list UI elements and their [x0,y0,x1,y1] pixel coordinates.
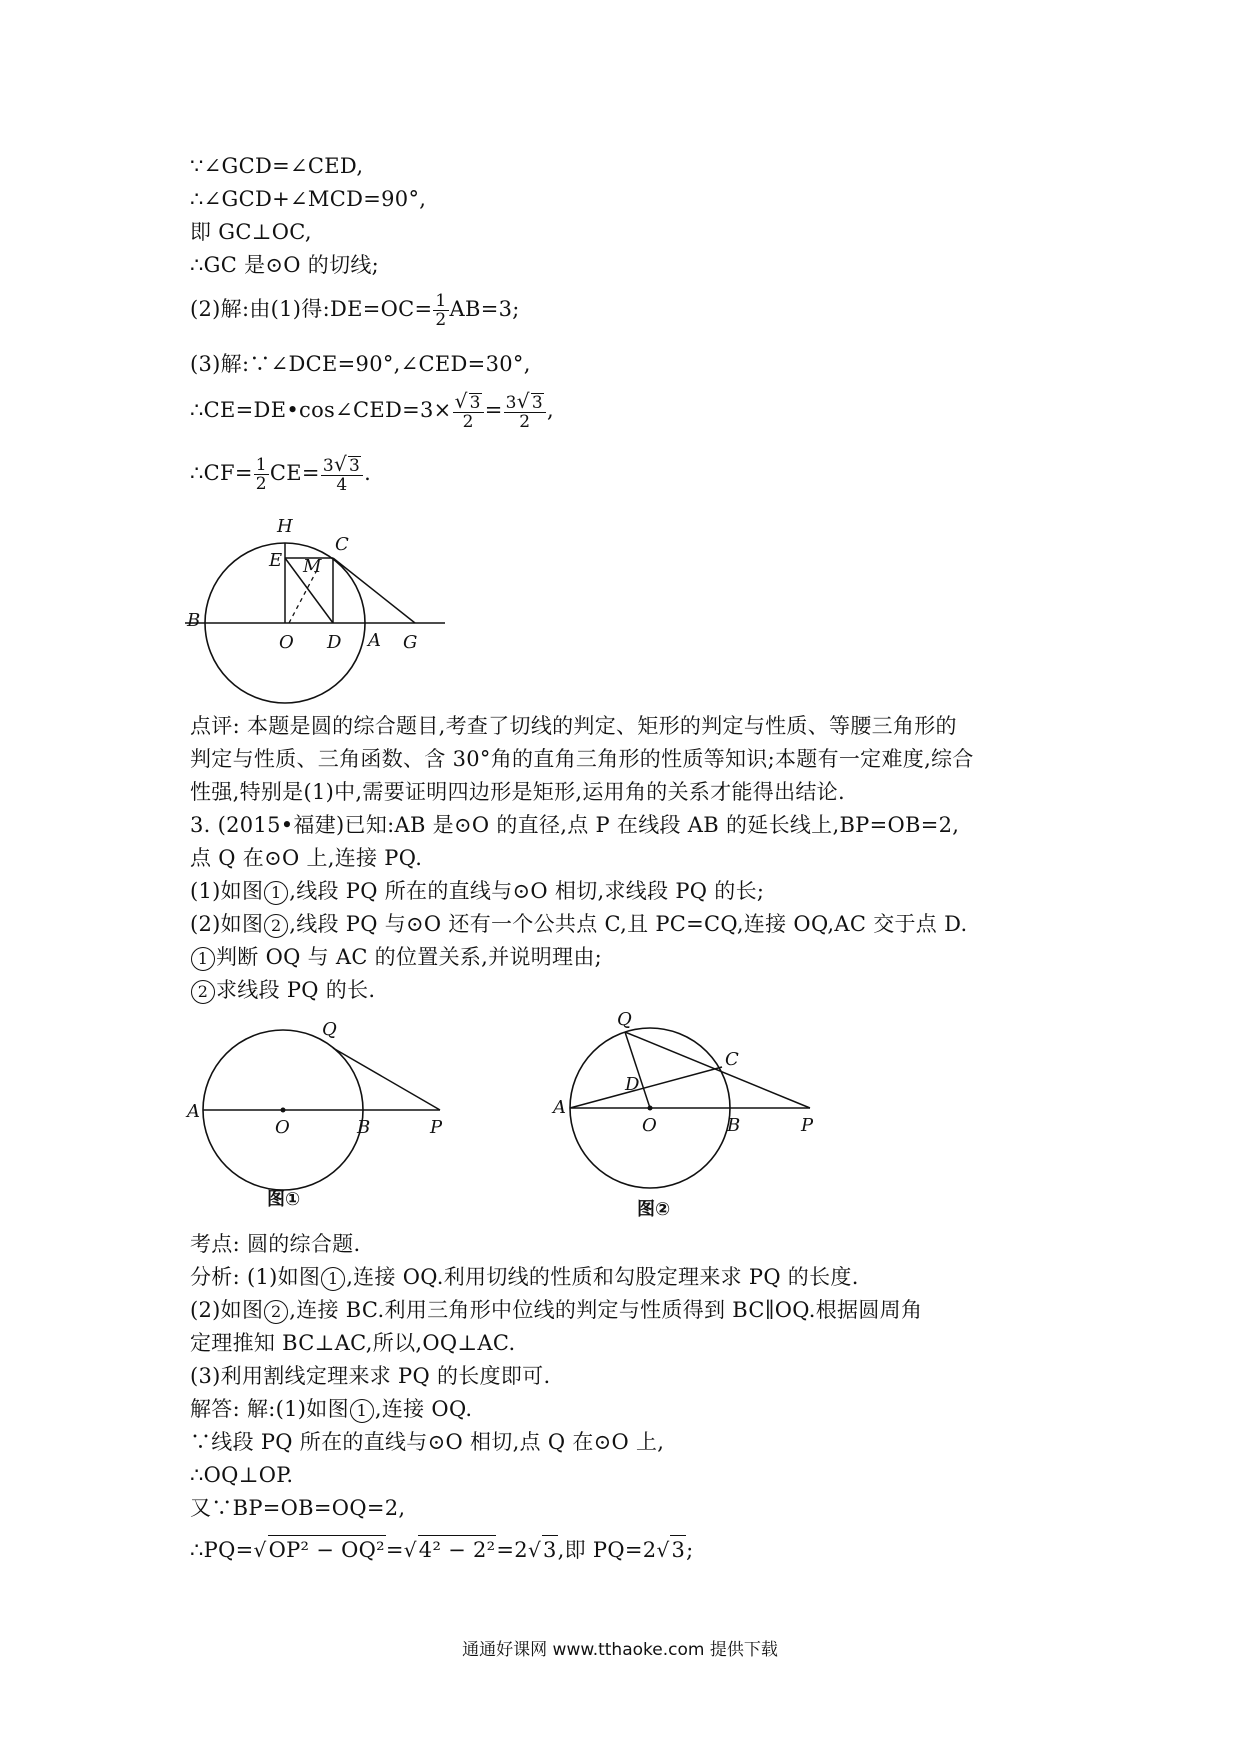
label-q: Q [322,1019,337,1040]
radicand: 3 [670,1535,686,1564]
radical-sign: √ [527,1538,541,1562]
text-fragment: (1)如图 [190,879,264,903]
fraction [504,389,546,432]
frac-num: 1 [435,291,447,311]
text-line [190,1263,859,1291]
text-fragment: 分析: (1)如图 [190,1265,321,1289]
text-line [190,976,375,1004]
segment-qo [625,1032,650,1108]
geometry-figure-3 [545,995,845,1230]
circled-number: 2 [191,980,215,1004]
text-fragment: 判断 OQ 与 AC 的位置关系,并说明理由; [216,945,603,969]
label-b: B [187,610,201,631]
frac-num [453,389,484,413]
label-o: O [642,1115,657,1136]
label-c: C [725,1049,739,1070]
label-o: O [275,1117,290,1138]
circled-number: 1 [264,881,288,905]
text-line: 即 GC⊥OC, [190,220,312,244]
text-fragment: ,连接 OQ. [374,1397,473,1421]
text-fragment: 解答: 解:(1)如图 [190,1397,349,1421]
coefficient: 3 [505,393,517,413]
text-fragment: ,连接 BC.利用三角形中位线的判定与性质得到 BC∥OQ.根据圆周角 [289,1298,923,1322]
circled-number: 2 [264,1300,288,1324]
text-line: 点 Q 在⊙O 上,连接 PQ. [190,846,423,870]
text-line: 考点: 圆的综合题. [190,1232,361,1256]
frac-den: 2 [462,412,474,432]
fraction [254,456,269,493]
label-g: G [403,632,418,653]
text-fragment: ; [686,1538,694,1562]
radical-sign: √ [454,389,468,413]
text-fragment: = [484,398,503,422]
radicand: 3 [349,456,361,476]
text-line [190,877,764,905]
text-line [190,1296,922,1324]
text-fragment: ,即 PQ=2 [557,1538,657,1562]
label-p: P [430,1117,443,1138]
frac-num [321,452,363,476]
label-p: P [801,1115,814,1136]
label-e: E [269,550,283,571]
text-line: (3)解:∵∠DCE=90°,∠CED=30°, [190,352,531,376]
text-line [190,943,602,971]
text-line: ∵线段 PQ 所在的直线与⊙O 相切,点 Q 在⊙O 上, [190,1430,665,1454]
text-fragment: ∴CE=DE•cos∠CED=3× [190,398,452,422]
text-line: ∵∠GCD=∠CED, [190,154,364,178]
label-a: A [553,1097,566,1118]
secant-qp [625,1032,810,1108]
text-line: 又∵BP=OB=OQ=2, [190,1496,406,1520]
text-fragment: AB=3; [449,297,520,321]
frac-den: 2 [255,474,267,494]
page-footer: 通通好课网 www.tthaoke.com 提供下载 [462,1640,778,1660]
text-line: 点评: 本题是圆的综合题目,考查了切线的判定、矩形的判定与性质、等腰三角形的 [190,714,957,738]
label-b: B [357,1117,371,1138]
text-line: 判定与性质、三角函数、含 30°角的直角三角形的性质等知识;本题有一定难度,综合 [190,747,974,771]
radicand: 3 [469,393,481,413]
frac-den: 2 [435,310,447,330]
text-fragment: ,连接 OQ.利用切线的性质和勾股定理来求 PQ 的长度. [346,1265,859,1289]
label-m: M [303,556,322,577]
text-fragment: 求线段 PQ 的长. [216,978,376,1002]
text-line: 定理推知 BC⊥AC,所以,OQ⊥AC. [190,1331,516,1355]
label-b: B [727,1115,741,1136]
radical-sign: √ [656,1538,670,1562]
geometry-figure-1 [185,510,455,710]
text-line [190,1535,694,1564]
text-fragment: ,线段 PQ 所在的直线与⊙O 相切,求线段 PQ 的长; [289,879,765,903]
text-fragment: =2 [496,1538,528,1562]
coefficient: 3 [322,456,334,476]
circled-number: 1 [350,1399,374,1423]
label-a: A [187,1101,200,1122]
text-fragment: ∴PQ= [190,1538,254,1562]
radicand: 3 [531,393,543,413]
radical-sign: √ [516,389,530,413]
radical-sign: √ [403,1538,417,1562]
text-fragment: CE= [269,461,320,485]
text-line: 3. (2015•福建)已知:AB 是⊙O 的直径,点 P 在线段 AB 的延长线上,BP=OB=2, [190,813,960,837]
fraction [453,389,484,432]
text-fragment: . [364,461,372,485]
text-fragment: = [385,1538,404,1562]
frac-num: 1 [255,455,267,475]
radical-sign: √ [333,452,347,476]
text-fragment: ,线段 PQ 与⊙O 还有一个公共点 C,且 PC=CQ,连接 OQ,AC 交于点 D. [289,912,968,936]
text-line: 性强,特别是(1)中,需要证明四边形是矩形,运用角的关系才能得出结论. [190,780,845,804]
text-fragment: (2)如图 [190,912,264,936]
text-line [190,910,967,938]
center-point [281,1108,286,1113]
label-h: H [277,516,293,537]
text-line [190,389,554,432]
figure-caption: 图① [267,1189,301,1210]
radicand: 3 [542,1535,558,1564]
frac-den: 4 [336,475,348,495]
text-line [190,292,520,329]
label-d: D [327,632,342,653]
text-fragment: ∴CF= [190,461,253,485]
segment-ac [570,1067,722,1108]
text-line: ∴OQ⊥OP. [190,1463,294,1487]
figure-caption: 图② [637,1199,671,1220]
fraction [321,452,363,495]
label-c: C [335,534,349,555]
frac-num [504,389,546,413]
text-line: ∴GC 是⊙O 的切线; [190,253,380,277]
radical-sign: √ [253,1538,267,1562]
label-d: D [625,1074,640,1095]
text-fragment: , [546,398,554,422]
text-line [190,1395,472,1423]
circled-number: 1 [321,1267,345,1291]
text-line: (3)利用割线定理来求 PQ 的长度即可. [190,1364,551,1388]
center-point [648,1106,653,1111]
label-a: A [368,630,381,651]
text-fragment: (2)解:由(1)得:DE=OC= [190,297,433,321]
circled-number: 1 [191,947,215,971]
tangent-qp [333,1048,440,1110]
text-line [190,452,372,495]
text-fragment: (2)如图 [190,1298,264,1322]
radicand: 4² − 2² [418,1535,497,1564]
frac-den: 2 [519,412,531,432]
label-q: Q [617,1009,632,1030]
radicand: OP² − OQ² [268,1535,386,1564]
label-o: O [279,632,294,653]
circled-number: 2 [264,914,288,938]
fraction [433,292,448,329]
geometry-figure-2 [185,1005,465,1230]
tangent-cg [333,558,415,623]
text-line: ∴∠GCD+∠MCD=90°, [190,187,427,211]
